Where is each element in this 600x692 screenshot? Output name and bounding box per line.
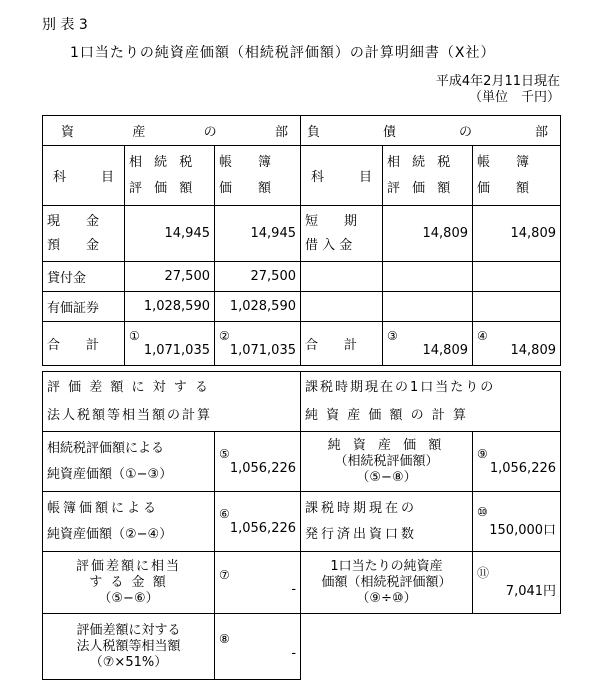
table-row: [43, 292, 561, 322]
asset-label: 貸付金: [43, 262, 125, 292]
header-char: の: [458, 125, 472, 140]
circled-number: ②: [219, 329, 230, 343]
circled-number: ⑨: [477, 447, 488, 461]
calc-value: [215, 552, 301, 614]
blank-area: [473, 614, 561, 680]
date-line: 平成4年2月11日現在: [435, 74, 560, 89]
label-line: （相続税評価額）: [334, 453, 439, 469]
label-line: 相続税評価額による: [47, 440, 165, 456]
value-text: -: [291, 582, 297, 597]
label-line: 評価差額に相当: [75, 558, 181, 574]
liability-boka-value: 14,809: [473, 206, 561, 262]
label-line: 発行済出資口数: [305, 526, 418, 542]
header-char: 債: [382, 125, 396, 140]
blank-area: [301, 614, 473, 680]
header-line: 相 続 税: [129, 154, 197, 170]
total-value: 14,809: [510, 343, 556, 358]
header-line: 価 額: [477, 180, 530, 196]
header-line: 帳 簿: [219, 154, 272, 170]
label-line: 価額（相続税評価額）: [321, 574, 452, 590]
calc-label: [301, 432, 473, 492]
label-line: （⑦×51%）: [89, 654, 168, 670]
asset-sozoku-value: 27,500: [125, 262, 215, 292]
calc-row: [43, 492, 561, 552]
circled-number: ③: [387, 329, 398, 343]
table-row: [43, 262, 561, 292]
calc-value: [473, 432, 561, 492]
section2-header-row: [43, 372, 561, 432]
total-liab-sozoku: [383, 322, 473, 366]
asset-boka-value: 27,500: [215, 262, 301, 292]
circled-number: ⑩: [477, 505, 488, 519]
header-line: 評 価 額: [129, 180, 197, 196]
table-row: [43, 206, 561, 262]
header-line: 価 額: [219, 180, 272, 196]
calculation-table: [42, 371, 561, 680]
label-line: 短 期: [305, 213, 358, 229]
asset-label: [43, 206, 125, 262]
header-char: 科: [311, 170, 325, 185]
header-char: 目: [358, 170, 372, 185]
header-char: 目: [100, 170, 114, 185]
header-char: 部: [534, 125, 548, 140]
calc-value: [215, 614, 301, 680]
calc-value: [215, 432, 301, 492]
label-line: 純資産価額（②−④）: [47, 526, 173, 542]
empty-cell: [473, 292, 561, 322]
net-asset-calc-header: [301, 372, 561, 432]
kamoku-header: [301, 146, 383, 206]
calc-label: [301, 492, 473, 552]
circled-number: ⑤: [219, 447, 230, 461]
label-line: 評価差額に対する: [76, 622, 181, 638]
empty-cell: [301, 292, 383, 322]
value-text: 1,056,226: [229, 521, 297, 536]
balance-table: [42, 115, 561, 366]
header-line: 帳 簿: [477, 154, 530, 170]
unit-line: （単位 千円）: [468, 90, 560, 105]
label-line: （⑤−⑧）: [356, 469, 417, 485]
corporate-tax-calc-header: [43, 372, 301, 432]
assets-section-header: [43, 116, 301, 146]
label-line: す る 金 額: [89, 574, 168, 590]
circled-number: ⑥: [219, 507, 230, 521]
label-line: 預 金: [47, 237, 100, 253]
total-label: 合 計: [301, 322, 383, 366]
circled-number: ⑪: [477, 566, 490, 580]
total-value: 1,071,035: [229, 343, 296, 358]
value-text: 150,000口: [489, 523, 557, 538]
label-line: 帳簿価額による: [47, 500, 160, 516]
liability-label: [301, 206, 383, 262]
calc-label: [43, 492, 215, 552]
asset-boka-value: 1,028,590: [215, 292, 301, 322]
calc-row: [43, 432, 561, 492]
calc-row: [43, 552, 561, 614]
asset-boka-value: 14,945: [215, 206, 301, 262]
empty-cell: [383, 262, 473, 292]
total-label: 合 計: [43, 322, 125, 366]
header-line: 法人税額等相当額の計算: [47, 407, 213, 423]
header-char: 負: [307, 125, 321, 140]
header-char: 資: [61, 125, 75, 140]
total-value: 14,809: [422, 343, 468, 358]
header-char: の: [203, 125, 217, 140]
calc-label: [43, 552, 215, 614]
header-line: 純 資 産 価 額 の 計 算: [305, 407, 468, 423]
total-value: 1,071,035: [143, 343, 210, 358]
value-text: 1,056,226: [489, 461, 557, 476]
circled-number: ⑦: [219, 568, 230, 582]
liability-sozoku-value: 14,809: [383, 206, 473, 262]
label-line: 1口当たりの純資産: [330, 558, 443, 574]
asset-label: 有価証券: [43, 292, 125, 322]
label-line: 課税時期現在の: [305, 500, 418, 516]
header-char: 科: [53, 170, 67, 185]
label-line: （⑤−⑥）: [98, 590, 159, 606]
calc-label: [43, 432, 215, 492]
empty-cell: [473, 262, 561, 292]
header-line: 評 価 額: [387, 180, 455, 196]
appendix-label: 別 表 3: [42, 17, 88, 33]
empty-cell: [383, 292, 473, 322]
label-line: 現 金: [47, 213, 100, 229]
calc-value: [473, 552, 561, 614]
calc-row: [43, 614, 561, 680]
circled-number: ⑧: [219, 632, 230, 646]
total-asset-boka: [215, 322, 301, 366]
label-line: 純資産価額（①−③）: [47, 466, 173, 482]
asset-sozoku-value: 14,945: [125, 206, 215, 262]
total-asset-sozoku: [125, 322, 215, 366]
circled-number: ④: [477, 329, 488, 343]
label-line: （⑨÷⑩）: [356, 590, 417, 606]
header-line: 課税時期現在の1口当たりの: [305, 379, 496, 395]
boka-header: [215, 146, 301, 206]
total-liab-boka: [473, 322, 561, 366]
boka-header: [473, 146, 561, 206]
label-line: 借 入 金: [305, 237, 353, 253]
sozoku-header: [125, 146, 215, 206]
section-header-row: [43, 116, 561, 146]
header-line: 評 価 差 額 に 対 す る: [47, 379, 210, 395]
sozoku-header: [383, 146, 473, 206]
value-text: 7,041円: [505, 584, 557, 599]
asset-sozoku-value: 1,028,590: [125, 292, 215, 322]
kamoku-header: [43, 146, 125, 206]
totals-row: [43, 322, 561, 366]
value-text: 1,056,226: [229, 461, 297, 476]
calc-label: [43, 614, 215, 680]
header-char: 産: [132, 125, 146, 140]
empty-cell: [301, 262, 383, 292]
liabilities-section-header: [301, 116, 561, 146]
document-title: 1口当たりの純資産価額（相続税評価額）の計算明細書（X社）: [70, 45, 496, 61]
calc-value: [473, 492, 561, 552]
label-line: 法人税額等相当額: [76, 638, 181, 654]
label-line: 純 資 産 価 額: [327, 437, 446, 453]
header-char: 部: [274, 125, 288, 140]
calc-value: [215, 492, 301, 552]
circled-number: ①: [129, 329, 140, 343]
column-header-row: [43, 146, 561, 206]
header-line: 相 続 税: [387, 154, 455, 170]
calc-label: [301, 552, 473, 614]
value-text: -: [291, 646, 297, 661]
